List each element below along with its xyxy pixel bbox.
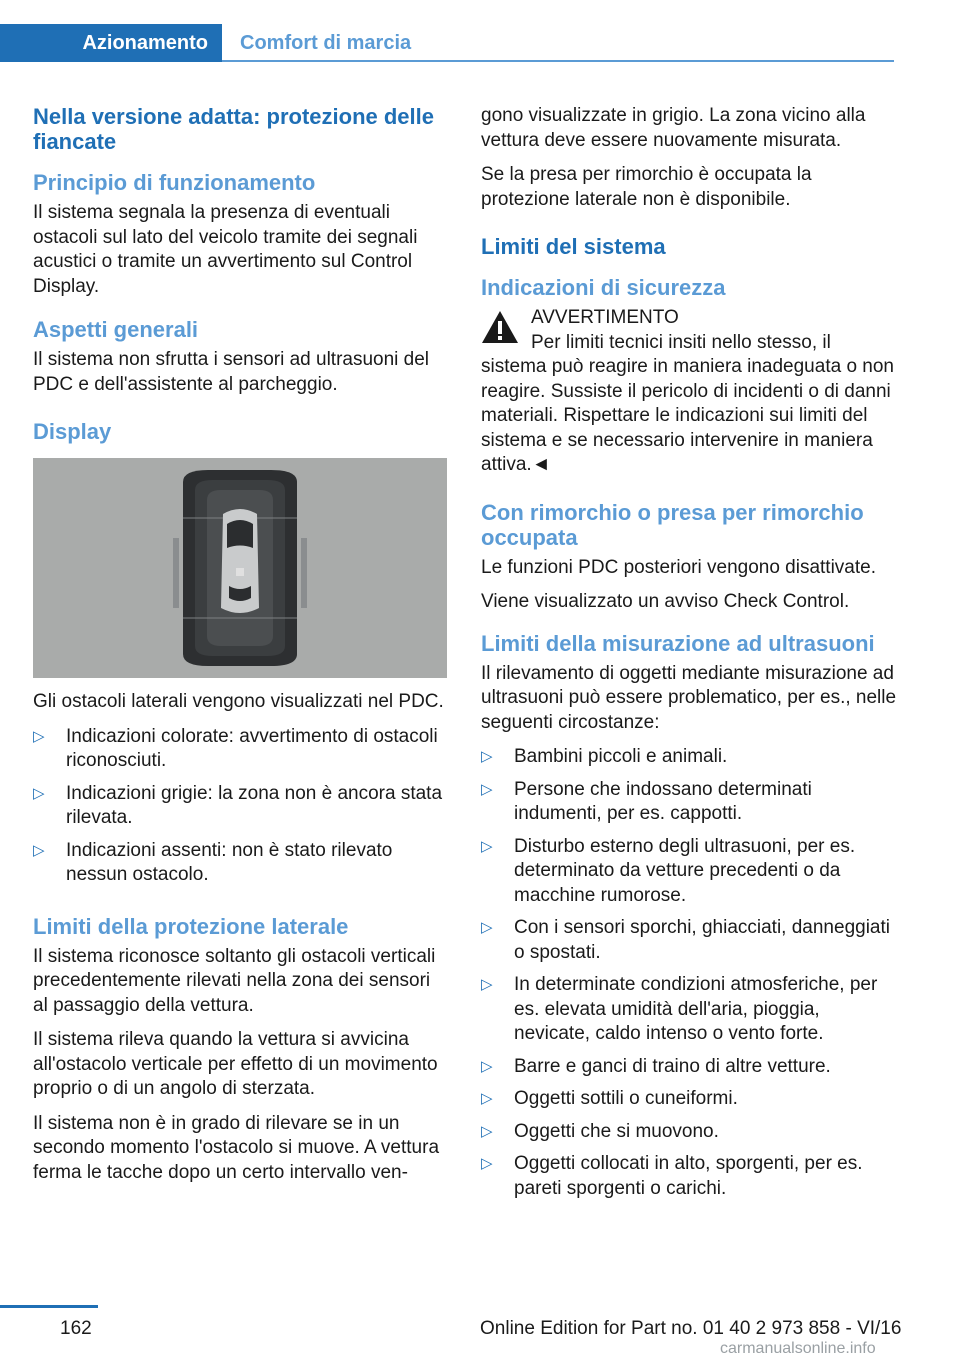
page-number: 162: [60, 1318, 92, 1339]
paragraph-ultrasuoni: Il rilevamento di oggetti mediante misurazione ad ultrasuoni può essere problematico, per es., nelle seguenti circostanze:: [481, 662, 897, 733]
paragraph-display: Gli ostacoli laterali vengono visualizzati nel PDC.: [33, 691, 444, 712]
bullet-triangle-icon: ▷: [481, 1122, 493, 1140]
bullet-triangle-icon: ▷: [481, 976, 493, 993]
heading-rimorchio: Con rimorchio o presa per rimorchio occupata: [481, 499, 864, 550]
header-bar: [0, 0, 960, 64]
bullet-triangle-icon: ▷: [481, 748, 493, 765]
list-item: ▷ Indicazioni assenti: non è stato rilevato nessun ostacolo.: [33, 839, 393, 885]
paragraph-limiti-2: Il sistema rileva quando la vettura si avvicina all'ostacolo verticale per effetto di un movimento proprio o di un angolo di sterzata.: [33, 1029, 438, 1099]
car-top-view-illustration: [33, 458, 447, 678]
list-item: ▷ Oggetti che si muovono.: [481, 1120, 897, 1145]
watermark: carmanualsonline.info: [720, 1340, 876, 1357]
list-item: ▷ Con i sensori sporchi, ghiacciati, danneggiati o spostati.: [481, 917, 890, 963]
list-item: ▷ Indicazioni grigie: la zona non è ancora stata rilevata.: [33, 782, 443, 828]
list-item: ▷ Indicazioni colorate: avvertimento di ostacoli riconosciuti.: [33, 725, 438, 771]
bullet-triangle-icon: ▷: [481, 919, 493, 936]
bullet-triangle-icon: ▷: [481, 1057, 493, 1075]
heading-protezione-fiancate: Nella versione adatta: protezione delle fiancate: [33, 104, 435, 154]
display-bullet-list: [33, 725, 449, 888]
heading-aspetti-generali: Aspetti generali: [33, 317, 199, 342]
paragraph-rimorchio-2: Viene visualizzato un avviso Check Control.: [481, 591, 850, 612]
paragraph-rimorchio-1: Le funzioni PDC posteriori vengono disattivate.: [481, 556, 877, 578]
pdc-display-image: [33, 458, 447, 678]
edition-text: Online Edition for Part no. 01 40 2 973 858 - VI/16: [480, 1318, 902, 1339]
warning-box: [481, 306, 897, 478]
list-item: ▷ Oggetti sottili o cuneiformi.: [481, 1087, 897, 1112]
tab-comfort-di-marcia[interactable]: Comfort di marcia: [240, 32, 412, 54]
heading-limiti-protezione: Limiti della protezione laterale: [33, 913, 349, 939]
paragraph-limiti-3: Il sistema non è in grado di rilevare se in un secondo momento l'ostacolo si muove. A vettura ferma le tacche dopo un certo intervallo ven-: [33, 1112, 440, 1183]
bullet-triangle-icon: ▷: [33, 841, 45, 859]
paragraph-continued-2: Se la presa per rimorchio è occupata la protezione laterale non è disponibile.: [481, 164, 812, 210]
heading-ultrasuoni: Limiti della misurazione ad ultrasuoni: [481, 630, 875, 656]
right-column: [481, 104, 897, 1209]
paragraph-principio: Il sistema segnala la presenza di eventuali ostacoli sul lato del veicolo tramite dei segnali acustici o tramite un avvertimento sul Control Display.: [33, 202, 418, 297]
heading-sicurezza: Indicazioni di sicurezza: [481, 275, 726, 300]
heading-limiti-sistema: Limiti del sistema: [481, 234, 666, 259]
heading-principio: Principio di funzionamento: [33, 170, 316, 195]
list-item: ▷ Oggetti collocati in alto, sporgenti, per es. pareti sporgenti o carichi.: [481, 1153, 863, 1199]
warning-text: Per limiti tecnici insiti nello stesso, il sistema può reagire in maniera inadeguata o non reagire. Sussiste il pericolo di incidenti o di danni materiali. Rispettare le indicazioni sui limiti del sistema e se necessario intervenire in maniera attiva.◄: [481, 331, 894, 475]
paragraph-aspetti: Il sistema non sfrutta i sensori ad ultrasuoni del PDC e dell'assistente al parcheggio.: [33, 349, 430, 395]
list-item: ▷ Barre e ganci di traino di altre vetture.: [481, 1055, 897, 1080]
warning-title: AVVERTIMENTO: [531, 307, 679, 328]
ultrasuoni-bullet-list: [481, 745, 897, 1201]
list-item: ▷ In determinate condizioni atmosferiche, per es. elevata umidità dell'aria, pioggia, nevicate, caldo intenso o vento forte.: [481, 974, 878, 1044]
footer-rule: [0, 1305, 98, 1308]
bullet-triangle-icon: ▷: [481, 1090, 493, 1107]
warning-triangle-icon: [481, 310, 519, 344]
paragraph-continued-1: gono visualizzate in grigio. La zona vicino alla vettura deve essere nuovamente misurata.: [481, 105, 866, 151]
left-column: [33, 104, 449, 1195]
bullet-triangle-icon: ▷: [481, 780, 493, 798]
list-item: ▷ Bambini piccoli e animali.: [481, 745, 897, 770]
heading-display: Display: [33, 419, 112, 444]
bullet-triangle-icon: ▷: [481, 1155, 493, 1172]
list-item: ▷ Disturbo esterno degli ultrasuoni, per es. determinato da vetture precedenti o da macchine rumorose.: [481, 835, 856, 906]
header-rule: [222, 60, 894, 62]
bullet-triangle-icon: ▷: [33, 727, 45, 745]
tab-azionamento[interactable]: Azionamento: [0, 24, 222, 62]
list-item: ▷ Persone che indossano determinati indumenti, per es. cappotti.: [481, 778, 812, 824]
paragraph-limiti-1: Il sistema riconosce soltanto gli ostacoli verticali precedentemente rilevati nella zona dei sensori al passaggio della vettura.: [33, 945, 436, 1016]
bullet-triangle-icon: ▷: [33, 784, 45, 802]
bullet-triangle-icon: ▷: [481, 837, 493, 855]
